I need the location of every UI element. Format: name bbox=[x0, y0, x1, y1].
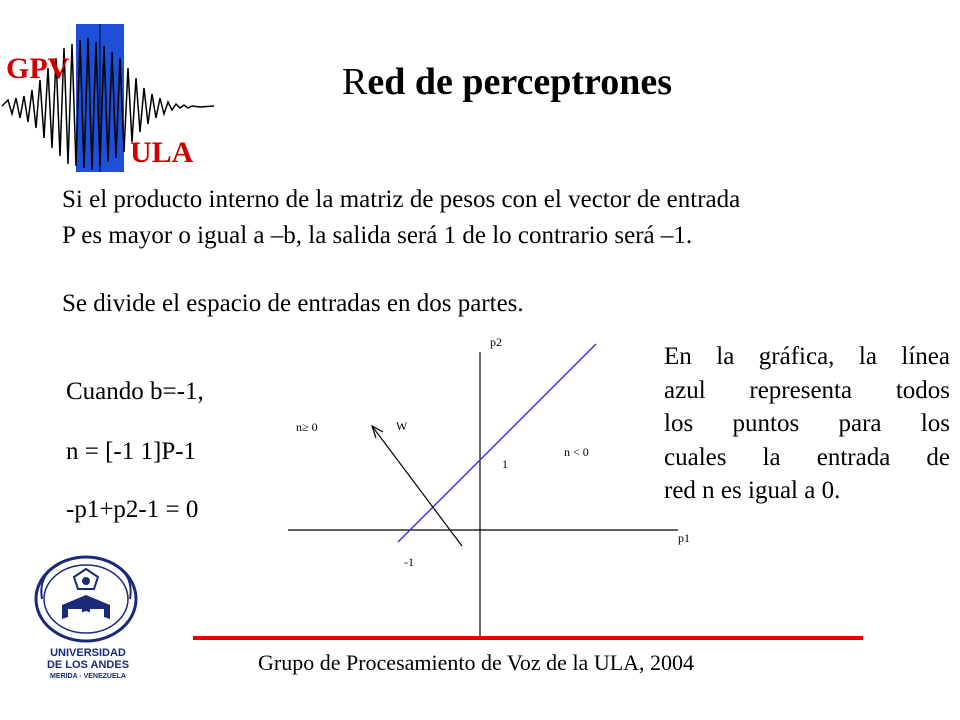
title-first-letter: R bbox=[342, 61, 368, 103]
crest-line-1: UNIVERSIDAD bbox=[50, 647, 126, 659]
intercept-neg-one-label: -1 bbox=[404, 555, 414, 569]
explanation-line: azul representa todos bbox=[664, 376, 950, 404]
gpv-logo-text: GPV bbox=[6, 52, 70, 85]
w-vector bbox=[372, 426, 462, 546]
explanation-line: red n es igual a 0. bbox=[664, 477, 841, 504]
crest-line-3: MERIDA - VENEZUELA bbox=[50, 673, 126, 680]
graph-svg bbox=[280, 330, 720, 640]
footer-text: Grupo de Procesamiento de Voz de la ULA, 2004 bbox=[258, 650, 695, 675]
explanation-line: cuales la entrada de bbox=[664, 443, 950, 471]
intercept-one-label: 1 bbox=[502, 457, 508, 471]
divide-text: Se divide el espacio de entradas en dos partes. bbox=[62, 290, 524, 317]
p1-label: p1 bbox=[678, 531, 690, 545]
equation-net: n = [-1 1]P-1 bbox=[66, 438, 197, 465]
crest-line-2: DE LOS ANDES bbox=[46, 659, 130, 671]
decision-boundary-graph bbox=[280, 330, 720, 640]
w-label: W bbox=[396, 419, 408, 433]
intro-line: Si el producto interno de la matriz de pesos con el vector de entrada bbox=[62, 186, 741, 213]
n-ge-label: n≥ 0 bbox=[296, 420, 318, 434]
title-rest: ed de perceptrones bbox=[367, 61, 673, 103]
ula-logo-text: ULA bbox=[130, 136, 194, 169]
equation-boundary: -p1+p2-1 = 0 bbox=[66, 496, 199, 523]
gpv-logo bbox=[0, 18, 230, 178]
boundary-line bbox=[398, 344, 596, 542]
page-title bbox=[342, 60, 672, 104]
equation-condition: Cuando b=-1, bbox=[66, 378, 204, 405]
explanation-line: En la gráfica, la línea bbox=[664, 343, 950, 370]
ula-crest-logo bbox=[28, 555, 148, 685]
intro-line: P es mayor o igual a –b, la salida será 1 de lo contrario será –1. bbox=[62, 222, 693, 249]
p2-label: p2 bbox=[490, 335, 502, 349]
intro-paragraph bbox=[62, 182, 960, 254]
n-lt-label: n < 0 bbox=[564, 445, 589, 459]
graph-explanation bbox=[664, 340, 950, 508]
explanation-line: los puntos para los bbox=[664, 410, 950, 437]
footer-divider bbox=[193, 636, 863, 640]
waveform-icon bbox=[0, 18, 230, 178]
